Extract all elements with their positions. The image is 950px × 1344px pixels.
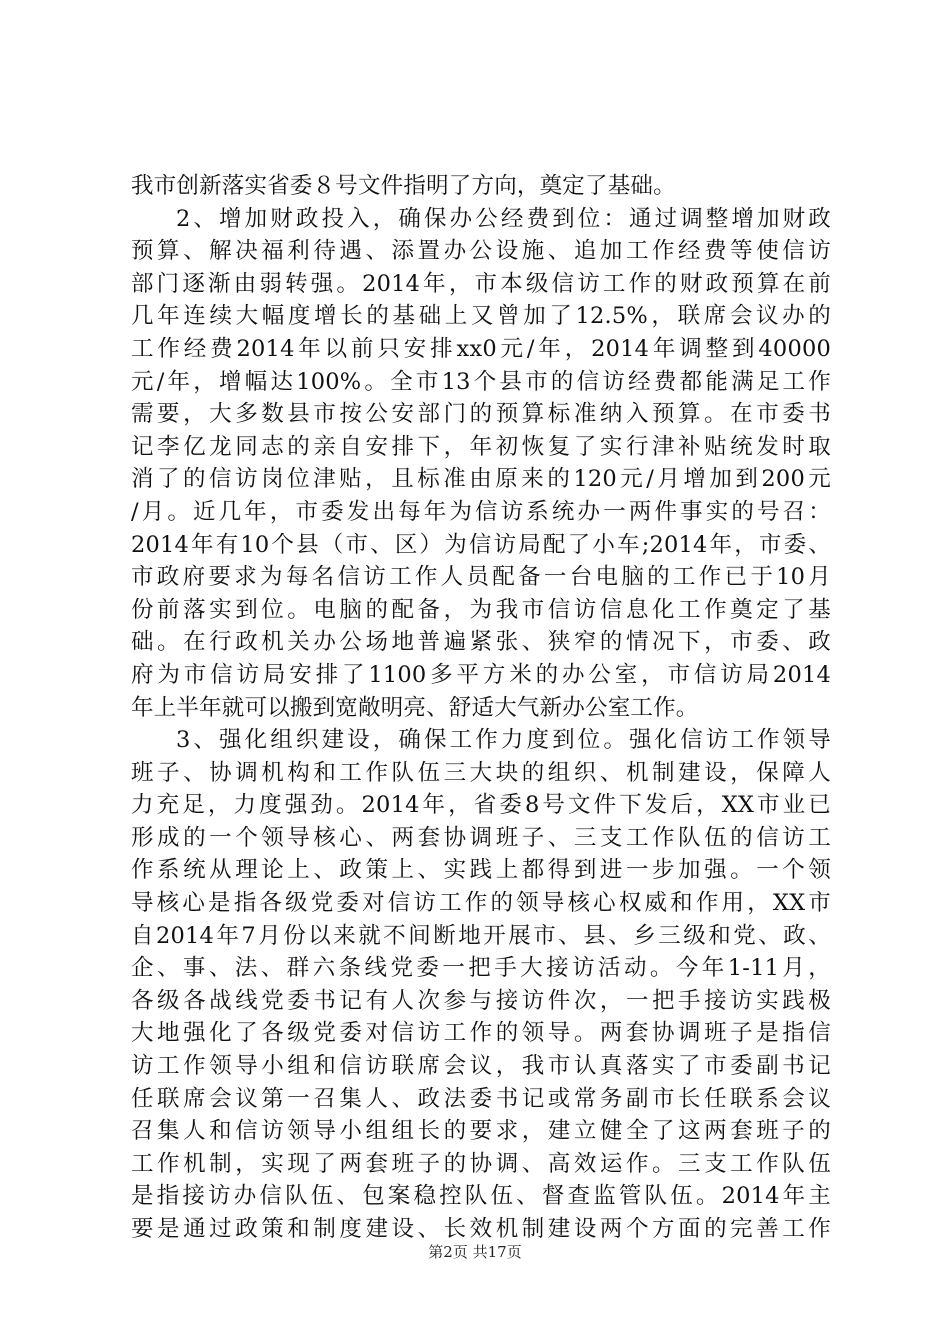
text-line: 几年连续大幅度增长的基础上又曾加了12.5%，联席会议办的	[131, 303, 831, 330]
text-line: 工作经费2014年以前只安排xx0元/年，2014年调整到40000	[131, 335, 831, 362]
text-line: 召集人和信访领导小组组长的要求，建立健全了这两套班子的	[131, 1118, 831, 1145]
paragraph-3-start: 3、强化组织建设，确保工作力度到位。强化信访工作领导	[176, 727, 831, 754]
text-line: 预算、解决福利待遇、添置办公设施、追加工作经费等使信访	[131, 238, 831, 265]
text-line: 各级各战线党委书记有人次参与接访件次，一把手接访实践极	[131, 987, 831, 1014]
text-line: 工作机制，实现了两套班子的协调、高效运作。三支工作队伍	[131, 1150, 831, 1177]
text-line: 础。在行政机关办公场地普遍紧张、狭窄的情况下，市委、政	[131, 629, 831, 656]
text-line: 任联席会议第一召集人、政法委书记或常务副市长任联系会议	[131, 1085, 831, 1112]
text-line: 班子、协调机构和工作队伍三大块的组织、机制建设，保障人	[131, 759, 831, 786]
text-line: 要是通过政策和制度建设、长效机制建设两个方面的完善工作	[131, 1216, 831, 1242]
text-line: 力充足，力度强劲。2014年，省委8号文件下发后，XX市业已	[131, 792, 831, 819]
text-line: 企、事、法、群六条线党委一把手大接访活动。今年1-11月，	[131, 955, 831, 982]
body-text	[131, 170, 831, 1246]
text-line: 消了的信访岗位津贴，且标准由原来的120元/月增加到200元	[131, 466, 831, 493]
paragraph-2-start: 2、增加财政投入，确保办公经费到位：通过调整增加财政	[176, 205, 831, 232]
text-line: 府为市信访局安排了1100多平方米的办公室，市信访局2014	[131, 661, 831, 688]
text-line: 访工作领导小组和信访联席会议，我市认真落实了市委副书记	[131, 1053, 831, 1080]
text-line: 形成的一个领导核心、两套协调班子、三支工作队伍的信访工	[131, 824, 831, 851]
page-number-footer: 第2页 共17页	[428, 1243, 522, 1261]
text-line: 自2014年7月份以来就不间断地开展市、县、乡三级和党、政、	[131, 922, 831, 949]
text-line: 记李亿龙同志的亲自安排下，年初恢复了实行津补贴统发时取	[131, 433, 831, 460]
text-line: 我市创新落实省委８号文件指明了方向，奠定了基础。	[131, 173, 676, 199]
text-line: 是指接访办信队伍、包案稳控队伍、督查监管队伍。2014年主	[131, 1183, 831, 1210]
text-line: 需要，大多数县市按公安部门的预算标准纳入预算。在市委书	[131, 401, 831, 428]
text-line: 份前落实到位。电脑的配备，为我市信访信息化工作奠定了基	[131, 596, 831, 623]
text-line: 部门逐渐由弱转强。2014年，市本级信访工作的财政预算在前	[131, 270, 831, 297]
text-line: /月。近几年，市委发出每年为信访系统办一两件事实的号召：	[131, 498, 831, 525]
text-line: 作系统从理论上、政策上、实践上都得到进一步加强。一个领	[131, 857, 831, 884]
text-line: 元/年，增幅达100%。全市13个县市的信访经费都能满足工作	[131, 368, 831, 395]
text-line: 市政府要求为每名信访工作人员配备一台电脑的工作已于10月	[131, 564, 831, 591]
text-line: 2014年有10个县（市、区）为信访局配了小车;2014年，市委、	[131, 531, 831, 558]
text-line: 导核心是指各级党委对信访工作的领导核心权威和作用，XX市	[131, 890, 831, 917]
text-line: 年上半年就可以搬到宽敞明亮、舒适大气新办公室工作。	[131, 694, 699, 721]
text-line: 大地强化了各级党委对信访工作的领导。两套协调班子是指信	[131, 1020, 831, 1047]
